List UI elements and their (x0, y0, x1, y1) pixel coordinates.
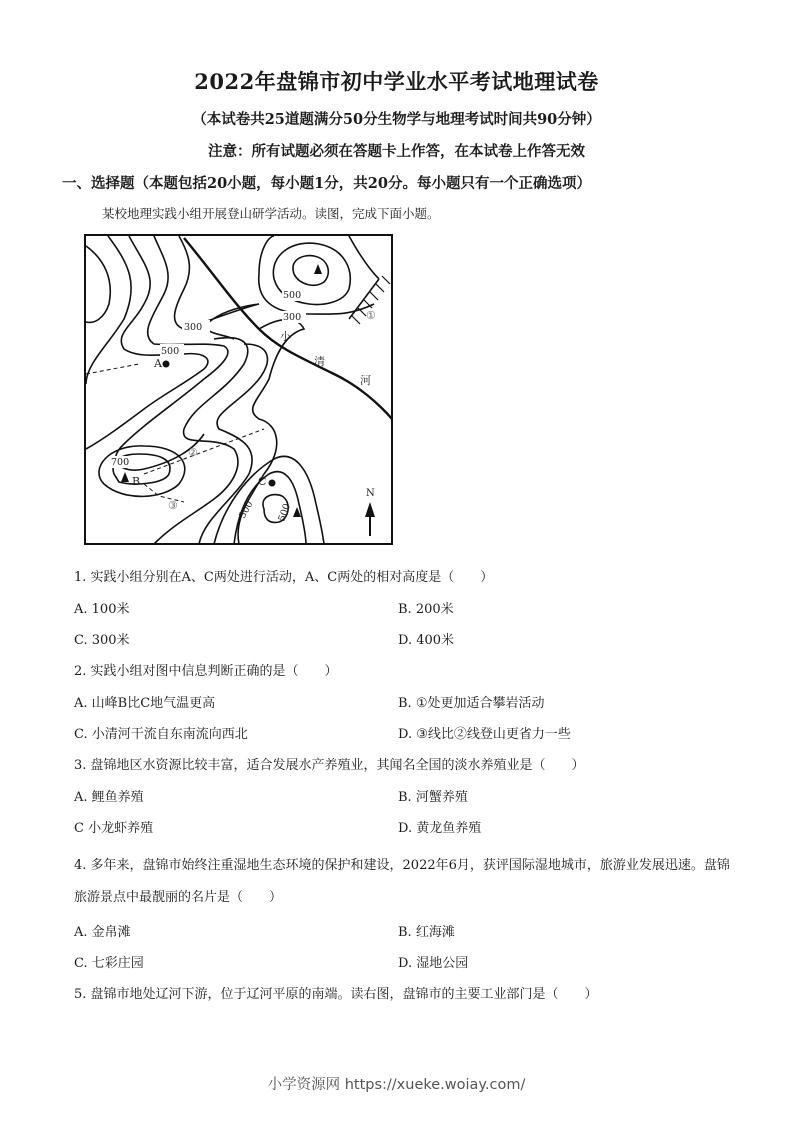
footer-watermark: 小学资源网 https://xueke.woiay.com/ (267, 1077, 526, 1093)
question-2-option-a[interactable]: A. 山峰B比C地气温更高 (74, 696, 216, 711)
exam-info: （本试卷共25道题满分50分生物学与地理考试时间共90分钟） (192, 111, 601, 128)
route-label-3: ③ (168, 499, 178, 512)
point-c-marker (269, 480, 276, 487)
question-2-option-c[interactable]: C. 小清河干流自东南流向西北 (74, 727, 248, 742)
north-label: N (366, 488, 375, 499)
contour-label-500-se: 500 (276, 502, 294, 524)
section-heading: 一、选择题（本题包括20小题，每小题1分，共20分。每小题只有一个正确选项） (62, 175, 591, 192)
question-4-option-c[interactable]: C. 七彩庄园 (74, 956, 144, 971)
question-3-option-d[interactable]: D. 黄龙鱼养殖 (398, 821, 482, 836)
contour-label-700: 700 (111, 457, 130, 468)
point-label-b: B (132, 475, 141, 488)
question-1-option-a[interactable]: A. 100米 (74, 602, 130, 617)
route-label-2: ② (188, 446, 198, 459)
question-1-stem: 1. 实践小组分别在A、C两处进行活动，A、C两处的相对高度是（ ） (74, 570, 494, 585)
question-3-option-a[interactable]: A. 鲤鱼养殖 (74, 790, 144, 805)
north-arrow-icon (365, 502, 375, 536)
question-4-option-b[interactable]: B. 红海滩 (398, 925, 455, 940)
question-2-option-d[interactable]: D. ③线比②线登山更省力一些 (398, 727, 571, 742)
question-3-option-b[interactable]: B. 河蟹养殖 (398, 790, 468, 805)
question-1-option-b[interactable]: B. 200米 (398, 602, 454, 617)
question-3-option-c[interactable]: C 小龙虾养殖 (74, 821, 154, 836)
river-label-char-3: 河 (360, 374, 371, 387)
question-4-option-a[interactable]: A. 金帛滩 (74, 925, 131, 940)
contour-label-300: 300 (184, 322, 203, 333)
question-5-stem: 5. 盘锦市地处辽河下游，位于辽河平原的南端。读右图，盘锦市的主要工业部门是（ ） (74, 987, 598, 1002)
peak-ne-icon (314, 264, 322, 274)
river-label-char-1: 小 (280, 330, 291, 343)
question-4-option-d[interactable]: D. 湿地公园 (398, 956, 469, 971)
question-1-option-d[interactable]: D. 400米 (398, 633, 455, 648)
contour-label-300-se: 300 (237, 499, 256, 521)
question-1-option-c[interactable]: C. 300米 (74, 633, 130, 648)
question-2-option-b[interactable]: B. ①处更加适合攀岩活动 (398, 696, 545, 711)
question-4-stem: 4. 多年来，盘锦市始终注重湿地生态环境的保护和建设，2022年6月，获评国际湿地城市，旅游业发展迅速。盘锦旅游景点中最靓丽的名片是（ ） (74, 858, 730, 905)
page-title: 2022年盘锦市初中学业水平考试地理试卷 (194, 69, 599, 94)
peak-b-icon (121, 472, 129, 482)
contour-label-500: 500 (161, 346, 180, 357)
exam-notice: 注意：所有试题必须在答题卡上作答，在本试卷上作答无效 (208, 143, 585, 160)
question-3-stem: 3. 盘锦地区水资源比较丰富，适合发展水产养殖业，其闻名全国的淡水养殖业是（ ） (74, 758, 585, 773)
point-label-a: A (154, 357, 162, 370)
river-label-char-2: 清 (314, 355, 325, 368)
section-intro: 某校地理实践小组开展登山研学活动。读图，完成下面小题。 (102, 206, 440, 221)
contour-label-500-ne: 500 (283, 290, 302, 301)
point-label-c: C (258, 475, 267, 488)
route-label-1: ① (366, 309, 376, 322)
contour-map (84, 234, 394, 546)
question-2-stem: 2. 实践小组对图中信息判断正确的是（ ） (74, 664, 338, 679)
contour-label-300-ne: 300 (283, 312, 302, 323)
point-a-marker (163, 361, 170, 368)
